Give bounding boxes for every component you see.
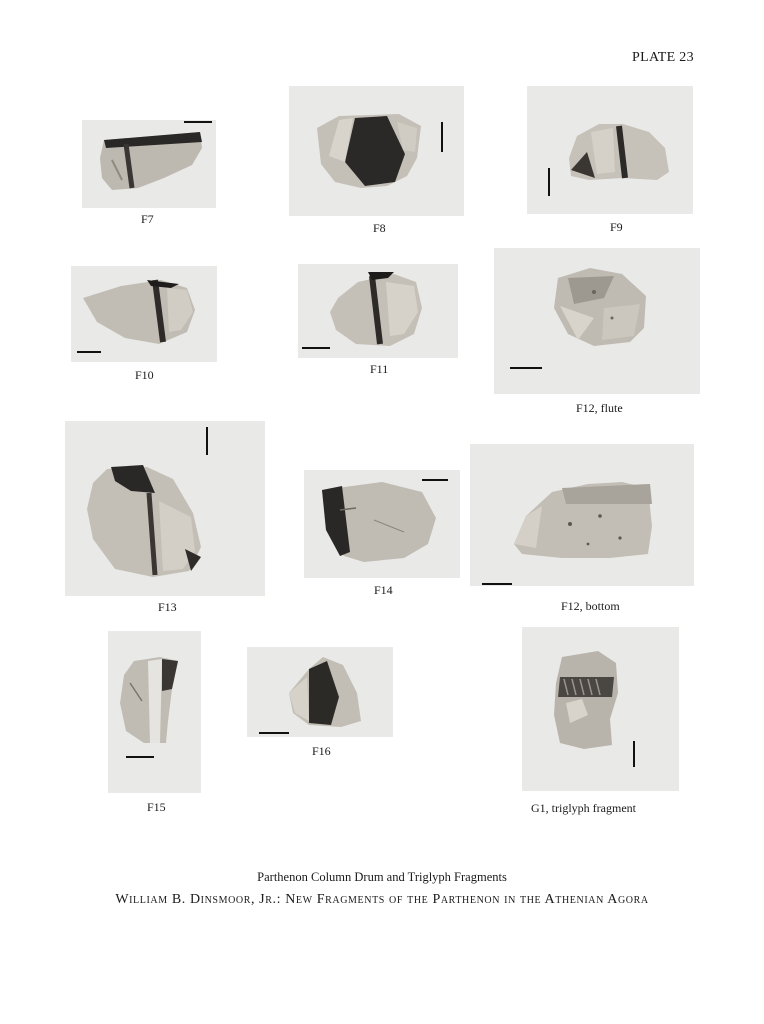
caption-f11: F11 [370, 362, 389, 376]
caption-f9: F9 [610, 220, 623, 234]
photo-f13 [65, 421, 265, 596]
caption-f15: F15 [147, 800, 166, 814]
plate-credit: William B. Dinsmoor, Jr.: New Fragments of the Parthenon in the Athenian Agora [115, 892, 649, 907]
photo-f9 [527, 86, 693, 214]
photo-f10 [71, 266, 217, 362]
photo-f11 [298, 264, 458, 358]
photo-f12-flute [494, 248, 700, 394]
photo-g1 [522, 627, 679, 791]
photo-f15 [108, 631, 201, 793]
photo-f7 [82, 120, 216, 208]
caption-f8: F8 [373, 221, 386, 235]
caption-f13: F13 [158, 600, 177, 614]
caption-g1: G1, triglyph fragment [531, 801, 636, 815]
caption-f14: F14 [374, 583, 393, 597]
caption-f10: F10 [135, 368, 154, 382]
caption-f12-bottom: F12, bottom [561, 599, 620, 613]
photo-f14 [304, 470, 460, 578]
photo-f16 [247, 647, 393, 737]
plate-number: PLATE 23 [632, 50, 694, 65]
plate-caption: Parthenon Column Drum and Triglyph Fragments [257, 870, 507, 884]
caption-f7: F7 [141, 212, 154, 226]
photo-f8 [289, 86, 464, 216]
caption-f16: F16 [312, 744, 331, 758]
caption-f12-flute: F12, flute [576, 401, 623, 415]
photo-f12-bottom [470, 444, 694, 586]
